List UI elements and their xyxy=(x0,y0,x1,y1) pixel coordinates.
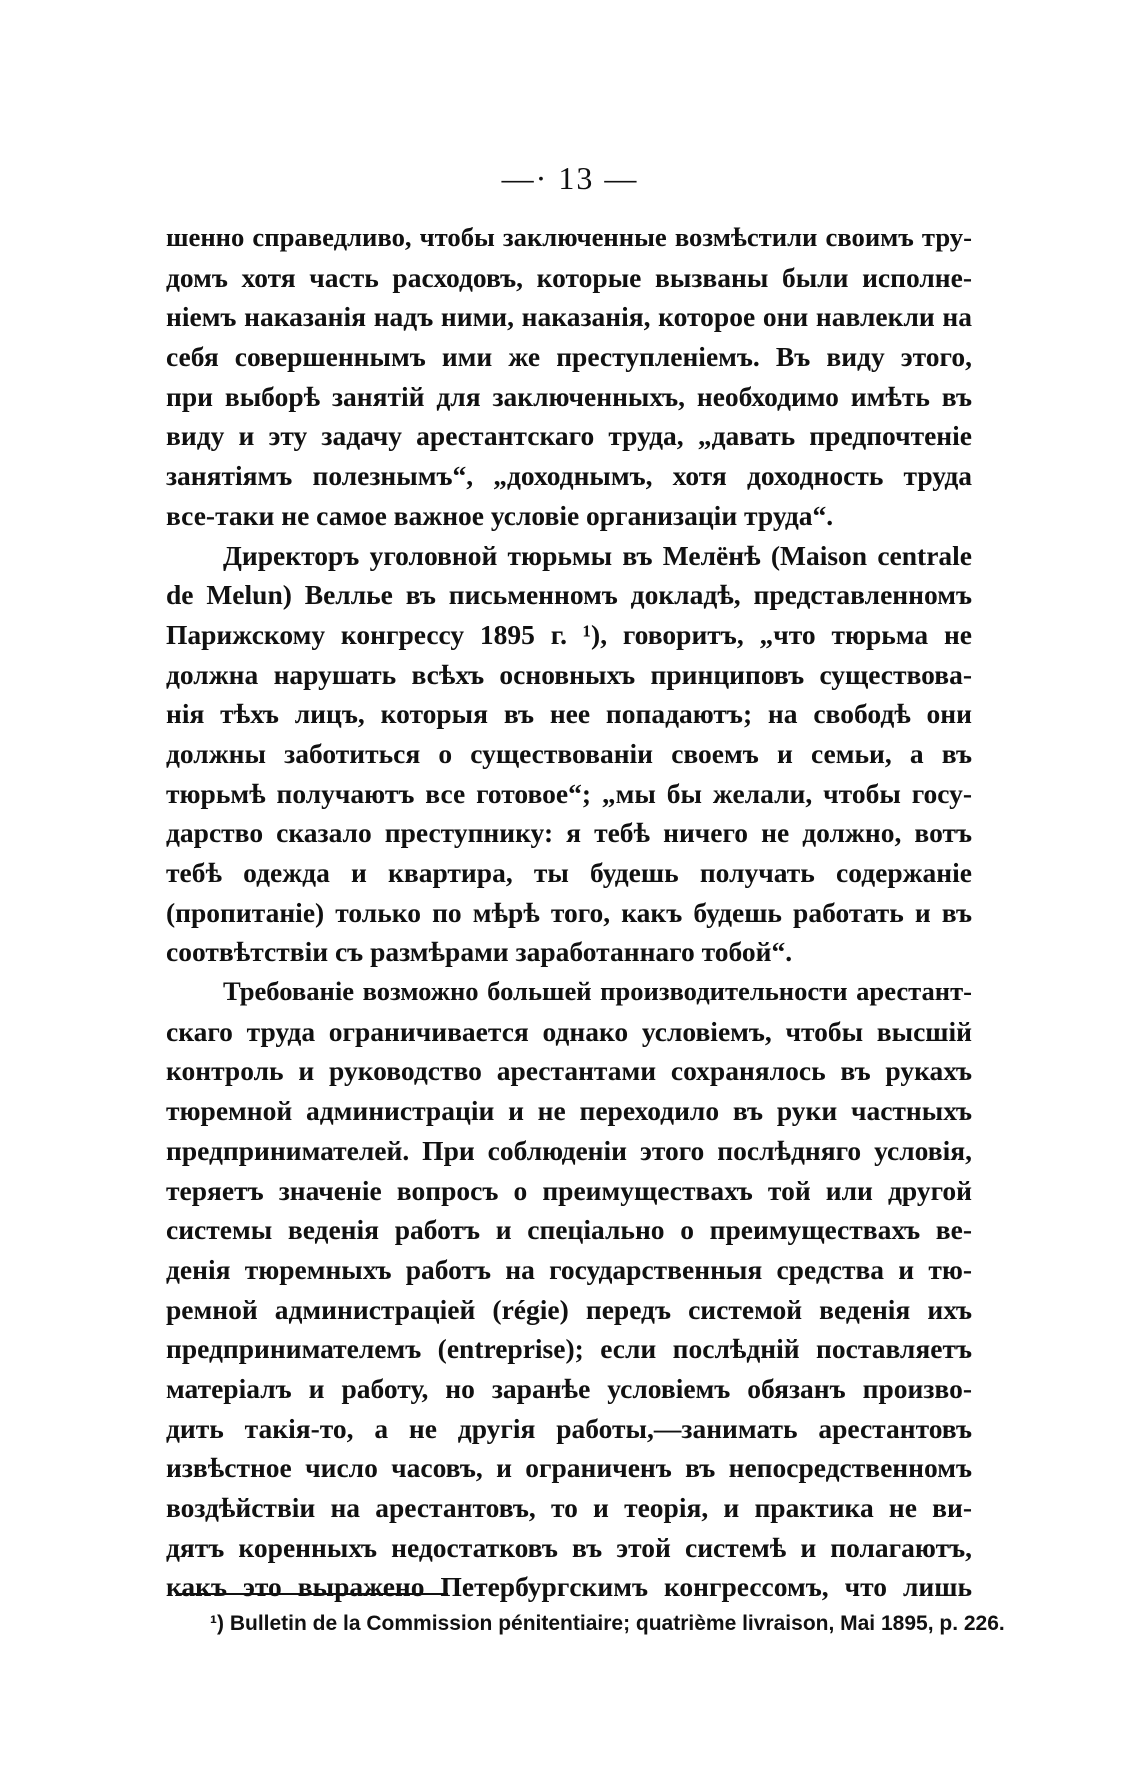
body-text xyxy=(166,218,972,1607)
text-line: тебѣ одежда и квартира, ты будешь получать содержаніе xyxy=(166,857,972,888)
footnote-text: Bulletin de la Commission pénitentiaire; quatrième livraison, Mai 1895, p. 226. xyxy=(224,1612,1005,1635)
text-line: ремной администраціей (régie) передъ системой веденія ихъ xyxy=(166,1293,972,1325)
text-line: тюрьмѣ получаютъ все готовое“; „мы бы желали, чтобы госу- xyxy=(166,777,972,809)
footnote-divider xyxy=(176,1593,448,1595)
text-line: дить такія-то, а не другія работы,—занимать арестантовъ xyxy=(166,1412,972,1444)
text-line: воздѣйствіи на арестантовъ, то и теорія, и практика не ви- xyxy=(166,1492,972,1523)
text-line: дарство сказало преступнику: я тебѣ ничего не должно, вотъ xyxy=(166,817,972,849)
text-line: теряетъ значеніе вопросъ о преимуществахъ той или другой xyxy=(166,1174,972,1206)
paragraph-start-line: Требованіе возможно большей производительности арестант- xyxy=(223,976,972,1007)
text-line: при выборѣ занятій для заключенныхъ, необходимо имѣть въ xyxy=(166,380,972,412)
paragraph-start-line: Директоръ уголовной тюрьмы въ Мелёнѣ (Maison centrale xyxy=(223,539,972,571)
text-line: соотвѣтствіи съ размѣрами заработаннаго тобой“. xyxy=(166,936,793,968)
text-line: de Melun) Веллье въ письменномъ докладѣ, представленномъ xyxy=(166,579,972,611)
text-line: тюремной администраціи и не переходило въ руки частныхъ xyxy=(166,1095,972,1127)
footnote-marker: ¹) xyxy=(210,1612,224,1635)
text-line: (пропитаніе) только по мѣрѣ того, какъ будешь работать и въ xyxy=(166,896,972,928)
text-line: скаго труда ограничивается однако условіемъ, чтобы высшій xyxy=(166,1015,972,1047)
text-line: себя совершеннымъ ими же преступленіемъ. Въ виду этого, xyxy=(166,341,972,373)
text-line: шенно справедливо, чтобы заключенные возмѣстили своимъ тру- xyxy=(166,222,972,252)
text-line: предпринимателей. При соблюденіи этого послѣдняго условія, xyxy=(166,1134,972,1166)
text-line: предпринимателемъ (entreprise); если послѣдній поставляетъ xyxy=(166,1333,972,1365)
text-line: денія тюремныхъ работъ на государственныя средства и тю- xyxy=(166,1253,972,1285)
text-line: системы веденія работъ и спеціально о преимуществахъ ве- xyxy=(166,1214,972,1246)
text-line: извѣстное число часовъ, и ограниченъ въ непосредственномъ xyxy=(166,1452,972,1484)
text-line: домъ хотя часть расходовъ, которые вызваны были исполне- xyxy=(166,261,972,293)
page-number: —· 13 — xyxy=(501,160,639,196)
text-line: какъ это выражено Петербургскимъ конгрессомъ, что лишь xyxy=(166,1571,972,1603)
text-line: должна нарушать всѣхъ основныхъ принциповъ существова- xyxy=(166,658,972,690)
text-line: нія тѣхъ лицъ, которыя въ нее попадаютъ; на свободѣ они xyxy=(166,698,972,730)
text-line: должны заботиться о существованіи своемъ и семьи, а въ xyxy=(166,737,972,769)
text-line: ніемъ наказанія надъ ними, наказанія, которое они навлекли на xyxy=(166,301,972,333)
text-line: Парижскому конгрессу 1895 г. ¹), говоритъ, „что тюрьма не xyxy=(166,618,972,650)
text-line: контроль и руководство арестантами сохранялось въ рукахъ xyxy=(166,1055,972,1087)
text-line: матеріалъ и работу, но заранѣе условіемъ обязанъ произво- xyxy=(166,1372,972,1404)
text-line: занятіямъ полезнымъ“, „доходнымъ, хотя доходность труда xyxy=(166,460,972,492)
footnote xyxy=(210,1612,1005,1636)
text-line: виду и эту задачу арестантскаго труда, „давать предпочтеніе xyxy=(166,420,972,452)
text-line: дятъ коренныхъ недостатковъ въ этой системѣ и полагаютъ, xyxy=(166,1531,972,1563)
text-line: все-таки не самое важное условіе организаціи труда“. xyxy=(166,499,834,531)
